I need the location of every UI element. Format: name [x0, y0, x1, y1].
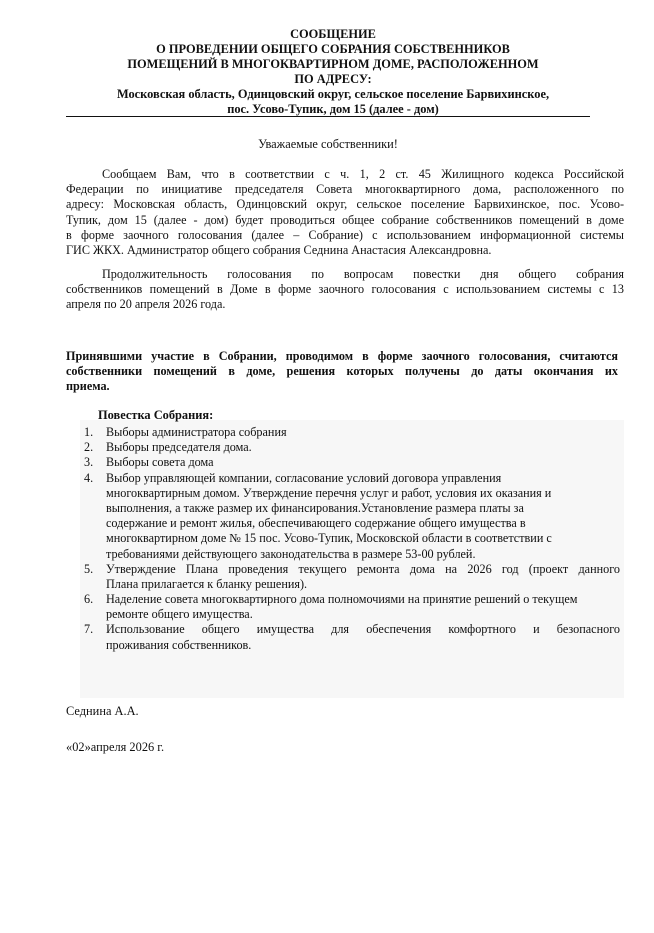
agenda-item-text: Выборы совета дома	[106, 455, 214, 470]
header-divider	[66, 116, 590, 117]
agenda-item	[80, 471, 620, 562]
agenda-item-text: Плана прилагается к бланку решения).	[106, 576, 308, 591]
header-address-line-1: Московская область, Одинцовский округ, сельское поселение Барвихинское,	[116, 87, 550, 101]
agenda-item-text: содержание и ремонт жилья, обеспечивающего содержание общего имущества в	[106, 516, 526, 531]
greeting: Уважаемые собственники!	[258, 137, 398, 151]
agenda-item-number: 5.	[84, 561, 94, 576]
notice-line: Принявшими участие в Собрании, проводимом в форме заочного голосования, считаются	[66, 349, 618, 363]
agenda-item-text: Наделение совета многоквартирного дома полномочиями на принятие решений о текущем	[106, 592, 578, 607]
agenda-item-number: 2.	[84, 440, 94, 455]
paragraph-line: адресу: Московская область, Одинцовский округ, сельское поселение Барвихинское, пос. Усово-	[66, 197, 624, 212]
agenda-item	[80, 425, 620, 440]
agenda-title: Повестка Собрания:	[98, 408, 214, 422]
agenda-item-number: 4.	[84, 470, 94, 485]
paragraph-announcement	[66, 167, 624, 258]
agenda-item-text: Использование общего имущества для обеспечения комфортного и безопасного	[106, 622, 620, 637]
agenda-item-text: Выборы администратора собрания	[106, 425, 287, 439]
header-title: СООБЩЕНИЕ	[290, 27, 376, 41]
header-subtitle-line-1: О ПРОВЕДЕНИИ ОБЩЕГО СОБРАНИЯ СОБСТВЕННИКОВ	[156, 42, 510, 56]
header-address-line-2: пос. Усово-Тупик, дом 15 (далее - дом)	[227, 102, 439, 116]
notice-line: приема.	[66, 379, 110, 394]
header-subtitle-line-2: ПОМЕЩЕНИЙ В МНОГОКВАРТИРНОМ ДОМЕ, РАСПОЛОЖЕННОМ	[127, 57, 539, 71]
agenda-item-text: требованиями действующего законодательства в размере 53-00 рублей.	[106, 546, 476, 561]
agenda-item	[80, 455, 620, 470]
document-date: «02»апреля 2026 г.	[66, 740, 165, 754]
agenda-item	[80, 622, 620, 652]
agenda-item	[80, 562, 620, 592]
paragraph-line: в форме заочного голосования (далее – Собрание) с использованием информационной системы	[66, 227, 624, 242]
agenda-item-number: 6.	[84, 592, 94, 607]
paragraph-line: Сообщаем Вам, что в соответствии с ч. 1, 2 ст. 45 Жилищного кодекса Российской	[102, 167, 624, 181]
signer-name: Седнина А.А.	[66, 704, 139, 718]
paragraph-line: Продолжительность голосования по вопросам повестки дня общего собрания	[102, 267, 624, 281]
notice-line: собственники помещений в доме, решения которых получены до даты окончания их	[66, 364, 618, 379]
agenda-list	[80, 425, 620, 653]
agenda-item-text: Утверждение Плана проведения текущего ремонта дома на 2026 год (проект данного	[106, 561, 620, 576]
agenda-item-text: Выборы председателя дома.	[106, 440, 252, 455]
paragraph-line: Тупик, дом 15 (далее - дом) будет проводиться общее собрание собственников помещений в доме	[66, 212, 624, 227]
paragraph-line: ГИС ЖКХ. Администратор общего собрания Седнина Анастасия Александровна.	[66, 242, 492, 257]
paragraph-line: Федерации по инициативе председателя Совета многоквартирного дома, расположенного по	[66, 182, 624, 197]
paragraph-duration	[66, 267, 624, 313]
agenda-item-text: многоквартирным домом. Утверждение перечня услуг и работ, условия их оказания и	[106, 485, 552, 500]
paragraph-line: апреля по 20 апреля 2026 года.	[66, 297, 226, 312]
agenda-item-text: Выбор управляющей компании, согласование условий договора управления	[106, 470, 502, 485]
agenda-item-text: проживания собственников.	[106, 637, 252, 652]
participation-notice	[66, 349, 618, 395]
agenda-item	[80, 592, 620, 622]
agenda-item	[80, 440, 620, 455]
document-header	[80, 27, 586, 117]
agenda-item-text: ремонте общего имущества.	[106, 607, 253, 622]
agenda-item-number: 3.	[84, 455, 94, 470]
agenda-item-number: 7.	[84, 622, 94, 637]
header-subtitle-line-3: ПО АДРЕСУ:	[294, 72, 372, 86]
agenda-item-number: 1.	[84, 425, 94, 439]
agenda-item-text: многоквартирном доме № 15 пос. Усово-Тупик, Московской области в соответствии с	[106, 531, 552, 546]
agenda-item-text: выполнения, а также размер их финансирования.Установление размера платы за	[106, 500, 524, 515]
paragraph-line: собственников помещений в Доме в форме заочного голосования с использованием системы с 13	[66, 282, 624, 297]
